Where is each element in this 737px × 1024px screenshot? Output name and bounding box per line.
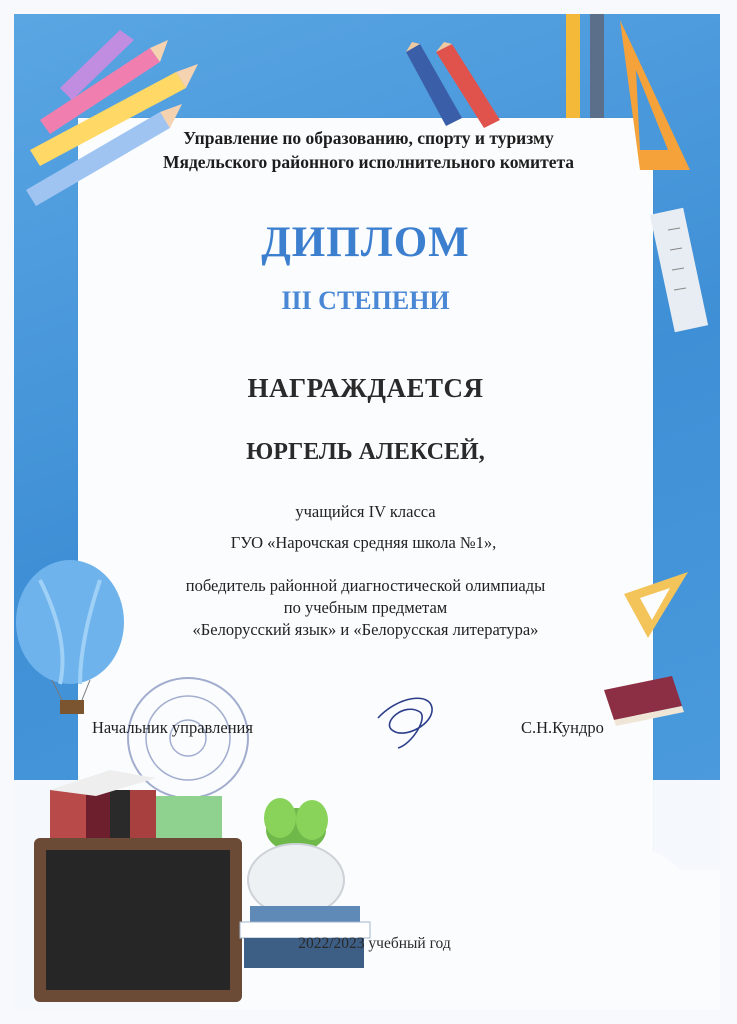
organization-heading — [0, 126, 737, 174]
signatory-name: С.Н.Кундро — [521, 718, 604, 737]
organization-line-1: Управление по образованию, спорту и туризму — [183, 128, 554, 148]
signatory-position: Начальник управления — [92, 718, 253, 737]
achievement-line-2: по учебным предметам — [283, 598, 448, 617]
book-icon — [604, 676, 684, 726]
diploma-degree: III СТЕПЕНИ — [281, 286, 450, 315]
books-stack-icon — [50, 770, 222, 846]
academic-year: 2022/2023 учебный год — [298, 935, 451, 952]
recipient-name: ЮРГЕЛЬ АЛЕКСЕЙ, — [246, 439, 485, 465]
pencils-left-icon — [26, 30, 198, 206]
school-line: ГУО «Нарочская средняя школа №1», — [230, 533, 497, 552]
achievement-line-1: победитель районной диагностической олимпиады — [185, 576, 546, 595]
awarded-heading: НАГРАЖДАЕТСЯ — [247, 373, 484, 403]
signature-icon — [378, 698, 432, 748]
grade-line: учащийся IV класса — [295, 502, 436, 521]
organization-line-2: Мядельского районного исполнительного комитета — [162, 152, 575, 172]
achievement-block — [0, 575, 734, 641]
diploma-title: ДИПЛОМ — [261, 219, 470, 266]
chalkboard-icon — [34, 838, 242, 1002]
achievement-line-3: «Белорусский язык» и «Белорусская литература» — [192, 620, 539, 639]
